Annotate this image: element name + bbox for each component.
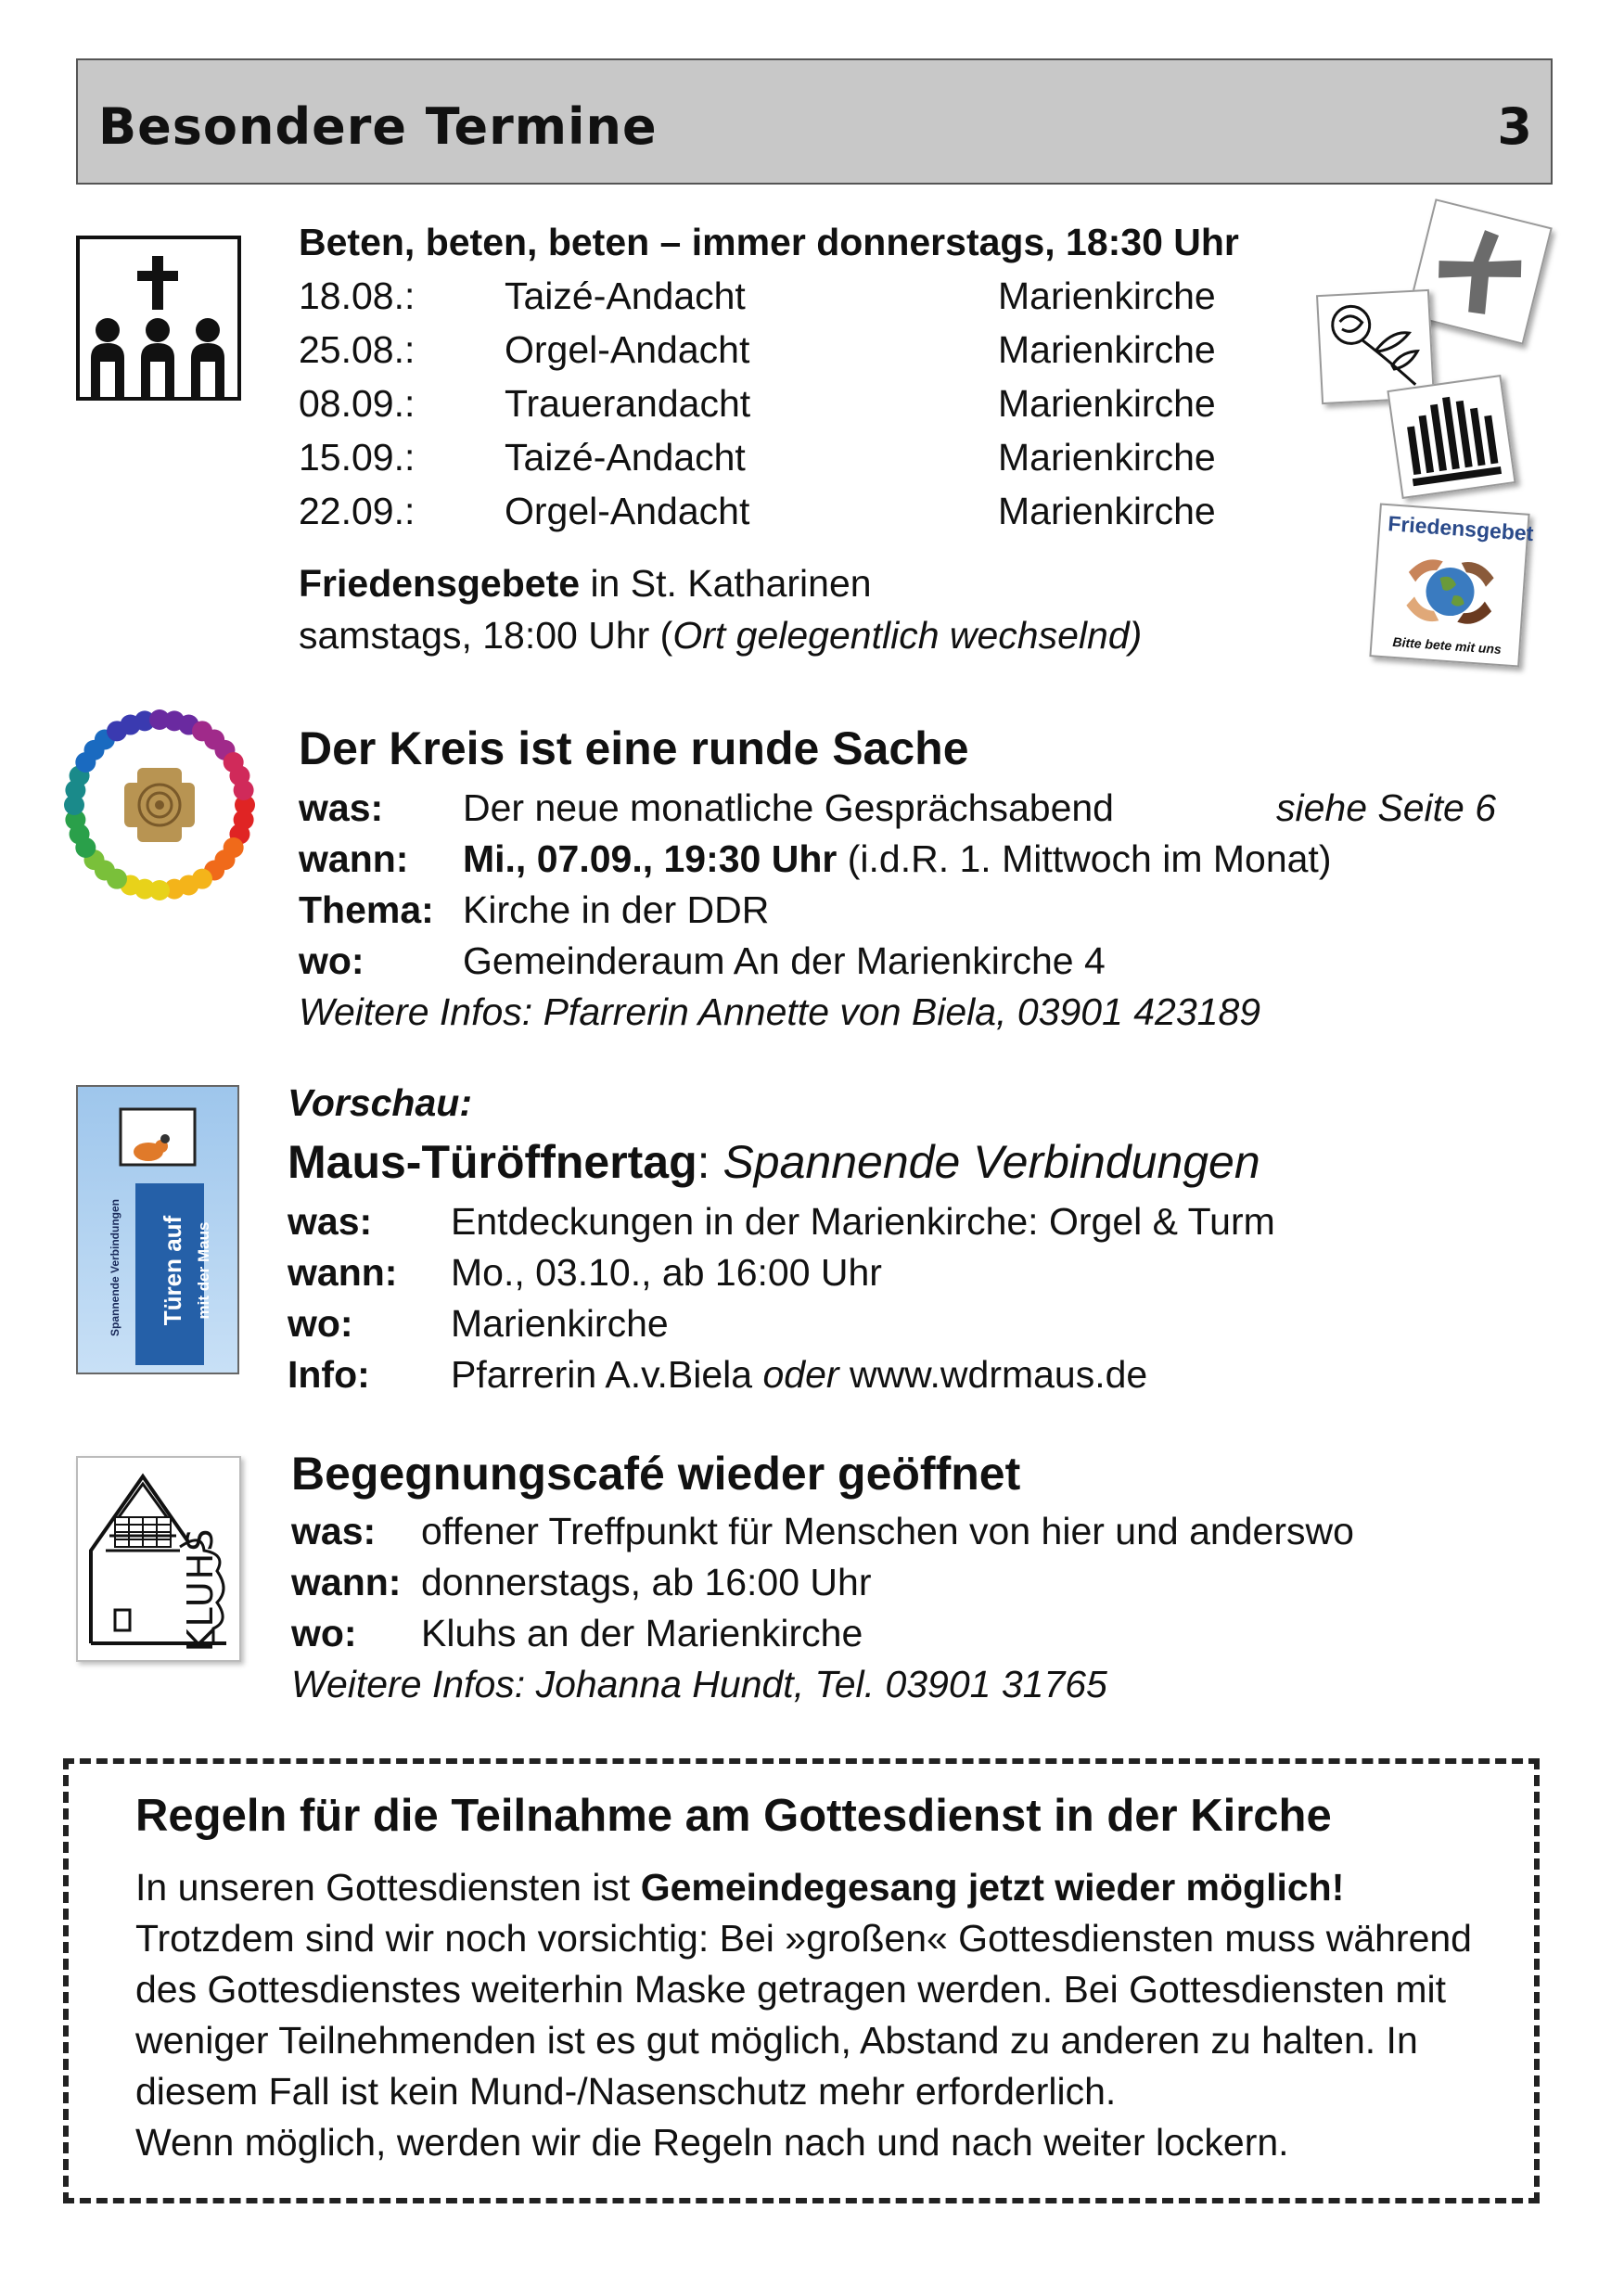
rules-line: Wenn möglich, werden wir die Regeln nach und nach weiter lockern. [135, 2121, 1289, 2164]
prayer-event: Taizé-Andacht [505, 275, 746, 317]
maus-row-wo [288, 1296, 1400, 1347]
maus-title-colon: : [697, 1136, 723, 1188]
cafe-details [291, 1504, 1543, 1708]
bead [234, 780, 254, 800]
friedensgebet-card-title: Friedensgebet [1387, 511, 1535, 546]
section-header [76, 58, 1553, 185]
thema-value: Kirche in der DDR [463, 888, 770, 931]
kluhs-logo [76, 1456, 241, 1662]
friedensgebet-card [1369, 504, 1535, 668]
kreis-details [299, 781, 1532, 1036]
wo-label: wo: [291, 1612, 357, 1654]
page-title: Besondere Termine [98, 97, 658, 156]
info-contact: Pfarrerin A.v.Biela [451, 1353, 763, 1396]
was-value: Entdeckungen in der Marienkirche: Orgel & Turm [451, 1200, 1275, 1243]
maus-card-subtitle: mit der Maus [195, 1221, 212, 1320]
maus-title [288, 1135, 1260, 1189]
kreis-row-thema [299, 883, 1532, 934]
globe-hands-icon [1395, 543, 1504, 640]
rules-line: diesem Fall ist kein Mund-/Nasenschutz mehr erforderlich. [135, 2070, 1117, 2113]
friedensgebet-card-subtitle: Bitte bete mit uns [1392, 633, 1503, 658]
was-label: was: [288, 1200, 373, 1243]
kreis-row-was [299, 781, 1532, 832]
info-or: oder [762, 1353, 839, 1396]
bead-circle-icon [56, 701, 263, 909]
wann-value: Mo., 03.10., ab 16:00 Uhr [451, 1251, 882, 1294]
maus-card-banner [135, 1183, 212, 1365]
prayer-date: 18.08.: [299, 275, 416, 317]
rules-body [135, 1860, 1472, 2166]
rules-line: des Gottesdienstes weiterhin Maske getragen werden. Bei Gottesdiensten mit [135, 1968, 1446, 2011]
rules-line1-start: In unseren Gottesdiensten ist [135, 1866, 641, 1909]
wo-label: wo: [299, 939, 364, 982]
maus-title-main: Maus-Türöffnertag [288, 1136, 697, 1188]
cafe-row-was [291, 1504, 1543, 1555]
maus-details [288, 1194, 1400, 1398]
maus-row-info [288, 1347, 1400, 1398]
was-value: offener Treffpunkt für Menschen von hier und anderswo [421, 1510, 1354, 1552]
rules-line1-highlight: Gemeindegesang jetzt wieder möglich! [640, 1866, 1345, 1909]
wann-date: Mi., 07.09., 19:30 Uhr [463, 837, 838, 880]
prayer-event: Orgel-Andacht [505, 328, 750, 371]
was-value: Der neue monatliche Gesprächsabend [463, 786, 1114, 829]
cafe-info: Weitere Infos: Johanna Hundt, Tel. 03901 31765 [291, 1663, 1107, 1705]
prayer-place: Marienkirche [998, 382, 1216, 425]
wo-value: Kluhs an der Marienkirche [421, 1612, 863, 1654]
rules-box [63, 1758, 1540, 2203]
cafe-row-info [291, 1657, 1543, 1708]
prayer-date: 22.09.: [299, 490, 416, 532]
kreis-row-wann [299, 832, 1532, 883]
cafe-title: Begegnungscafé wieder geöffnet [291, 1448, 1021, 1500]
wo-value: Gemeinderaum An der Marienkirche 4 [463, 939, 1106, 982]
maus-card [76, 1085, 239, 1374]
kreis-info: Weitere Infos: Pfarrerin Annette von Biela, 03901 423189 [299, 990, 1261, 1033]
maus-card-title: Türen auf [159, 1215, 186, 1326]
peace-prayer-line1 [299, 556, 872, 610]
kluhs-logo-text: KLUHS [180, 1526, 221, 1653]
rules-line [135, 1860, 1472, 1911]
wann-label: wann: [299, 837, 409, 880]
prayer-event: Orgel-Andacht [505, 490, 750, 532]
prayer-event: Trauerandacht [505, 382, 751, 425]
prayer-date: 25.08.: [299, 328, 416, 371]
wann-label: wann: [288, 1251, 398, 1294]
organ-card-icon [1387, 375, 1515, 499]
mouse-window-icon [111, 1105, 204, 1180]
maus-title-subtitle: Spannende Verbindungen [722, 1136, 1260, 1188]
peace-prayer-time: samstags, 18:00 Uhr ( [299, 614, 673, 657]
info-label: Info: [288, 1353, 370, 1396]
cafe-row-wo [291, 1606, 1543, 1657]
kreis-row-wo [299, 934, 1532, 985]
prayer-date: 15.09.: [299, 436, 416, 479]
prayer-group-icon [76, 236, 241, 401]
wann-label: wann: [291, 1561, 402, 1603]
kreis-row-info [299, 985, 1532, 1036]
prayer-heading: Beten, beten, beten – immer donnerstags, 18:30 Uhr [299, 221, 1239, 263]
maus-row-wann [288, 1245, 1400, 1296]
page-reference: siehe Seite 6 [1276, 786, 1497, 829]
info-website: www.wdrmaus.de [838, 1353, 1148, 1396]
peace-prayer-line2 [299, 608, 1142, 662]
wo-label: wo: [288, 1302, 353, 1345]
wann-note: (i.d.R. 1. Mittwoch im Monat) [837, 837, 1332, 880]
maus-card-side-text: Spannende Verbindungen [109, 1199, 121, 1337]
prayer-place: Marienkirche [998, 436, 1216, 479]
rules-title: Regeln für die Teilnahme am Gottesdienst in der Kirche [135, 1791, 1332, 1841]
was-label: was: [291, 1510, 377, 1552]
peace-prayer-note: Ort gelegentlich wechselnd) [672, 614, 1143, 657]
prayer-place: Marienkirche [998, 490, 1216, 532]
preview-label: Vorschau: [288, 1081, 472, 1124]
prayer-place: Marienkirche [998, 275, 1216, 317]
peace-prayer-location: in St. Katharinen [580, 562, 872, 605]
prayer-event: Taizé-Andacht [505, 436, 746, 479]
cafe-row-wann [291, 1555, 1543, 1606]
wann-value: donnerstags, ab 16:00 Uhr [421, 1561, 872, 1603]
wo-value: Marienkirche [451, 1302, 669, 1345]
prayer-place: Marienkirche [998, 328, 1216, 371]
peace-prayer-label: Friedensgebete [299, 562, 581, 605]
page-number: 3 [1497, 97, 1532, 156]
prayer-date: 08.09.: [299, 382, 416, 425]
kreis-title: Der Kreis ist eine runde Sache [299, 722, 969, 774]
rules-line: Trotzdem sind wir noch vorsichtig: Bei »großen« Gottesdiensten muss während [135, 1917, 1472, 1960]
was-label: was: [299, 786, 384, 829]
thema-label: Thema: [299, 888, 434, 931]
rules-line: weniger Teilnehmenden ist es gut möglich, Abstand zu anderen zu halten. In [135, 2019, 1418, 2062]
maus-row-was [288, 1194, 1400, 1245]
